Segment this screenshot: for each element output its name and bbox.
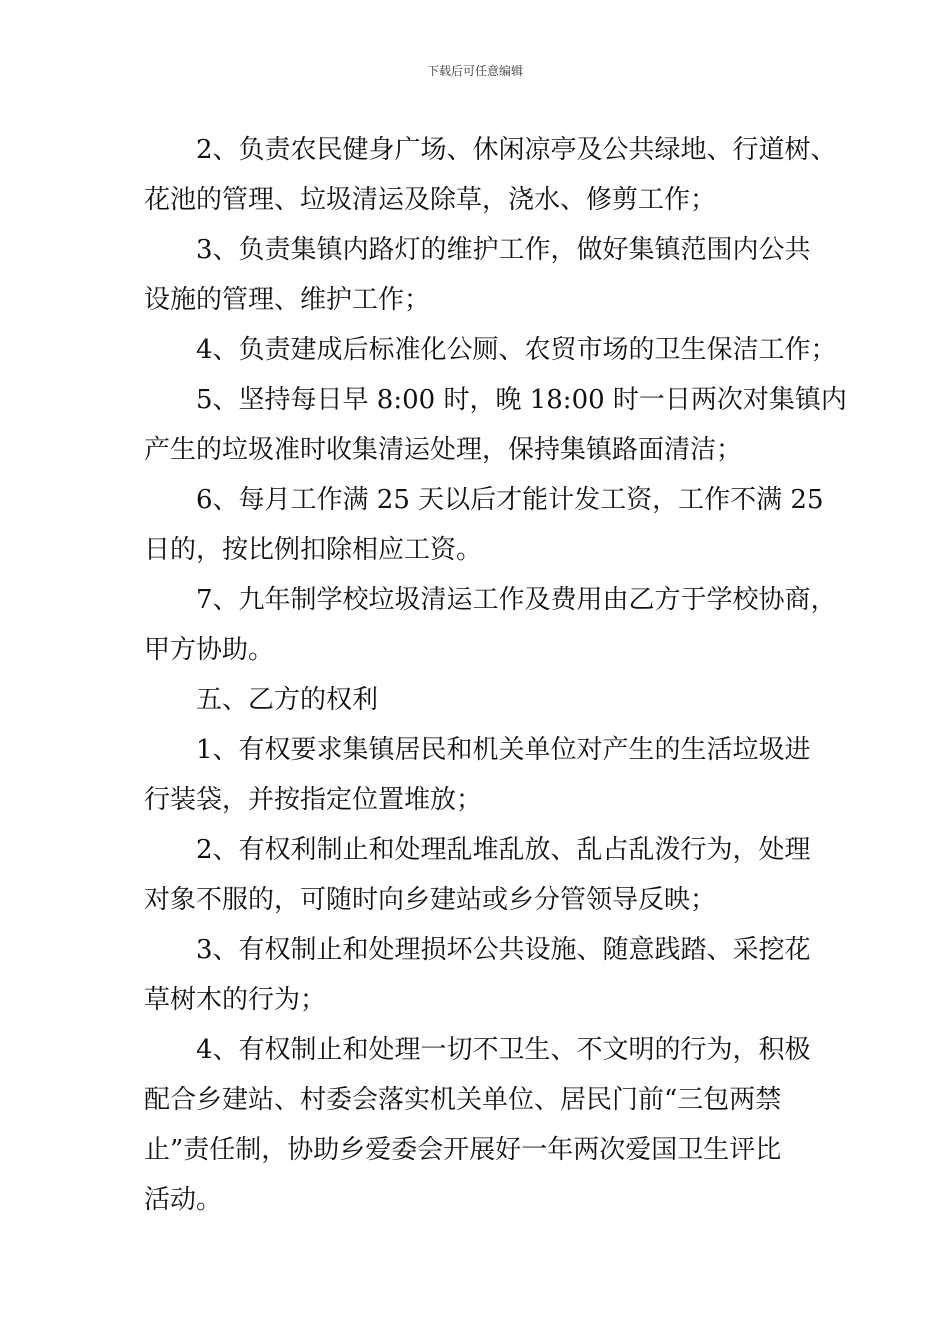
document-body	[144, 125, 847, 1225]
text-line: 3、负责集镇内路灯的维护工作，做好集镇范围内公共	[196, 235, 811, 265]
text-line: 花池的管理、垃圾清运及除草，浇水、修剪工作；	[144, 185, 717, 215]
paragraph-duty-6	[144, 475, 824, 575]
paragraph-right-2	[144, 825, 814, 925]
paragraph-right-1	[144, 725, 814, 825]
paragraph-right-4	[144, 1025, 814, 1225]
text-line: 4、有权制止和处理一切不卫生、不文明的行为，积极	[196, 1035, 811, 1065]
text-line: 草树木的行为；	[144, 985, 327, 1015]
text-line: 7、九年制学校垃圾清运工作及费用由乙方于学校协商，	[196, 585, 837, 615]
paragraph-duty-3	[144, 225, 814, 325]
section-heading-rights	[144, 675, 814, 725]
text-line: 设施的管理、维护工作；	[144, 285, 431, 315]
paragraph-duty-4	[144, 325, 837, 375]
text-line: 行装袋，并按指定位置堆放；	[144, 785, 483, 815]
text-line: 甲方协助。	[144, 635, 275, 665]
text-line: 对象不服的，可随时向乡建站或乡分管领导反映；	[144, 885, 717, 915]
text-line: 产生的垃圾准时收集清运处理，保持集镇路面清洁；	[144, 435, 743, 465]
text-line: 日的，按比例扣除相应工资。	[144, 535, 483, 565]
text-line: 配合乡建站、村委会落实机关单位、居民门前“三包两禁	[144, 1085, 782, 1115]
text-line: 6、每月工作满 25 天以后才能计发工资，工作不满 25	[196, 485, 824, 515]
text-line: 活动。	[144, 1185, 223, 1215]
text-line: 2、负责农民健身广场、休闲凉亭及公共绿地、行道树、	[196, 135, 837, 165]
paragraph-duty-7	[144, 575, 837, 675]
text-line: 2、有权利制止和处理乱堆乱放、乱占乱泼行为，处理	[196, 835, 811, 865]
text-line: 止”责任制，协助乡爱委会开展好一年两次爱国卫生评比	[144, 1135, 782, 1165]
paragraph-right-3	[144, 925, 814, 1025]
text-line: 4、负责建成后标准化公厕、农贸市场的卫生保洁工作；	[196, 335, 837, 365]
paragraph-duty-2	[144, 125, 837, 225]
text-line: 5、坚持每日早 8:00 时，晚 18:00 时一日两次对集镇内	[196, 385, 847, 415]
page-header: 下载后可任意编辑	[426, 64, 523, 78]
paragraph-duty-5	[144, 375, 847, 475]
text-line: 1、有权要求集镇居民和机关单位对产生的生活垃圾进	[196, 735, 811, 765]
section-heading-text: 五、乙方的权利	[196, 685, 379, 715]
text-line: 3、有权制止和处理损坏公共设施、随意践踏、采挖花	[196, 935, 811, 965]
